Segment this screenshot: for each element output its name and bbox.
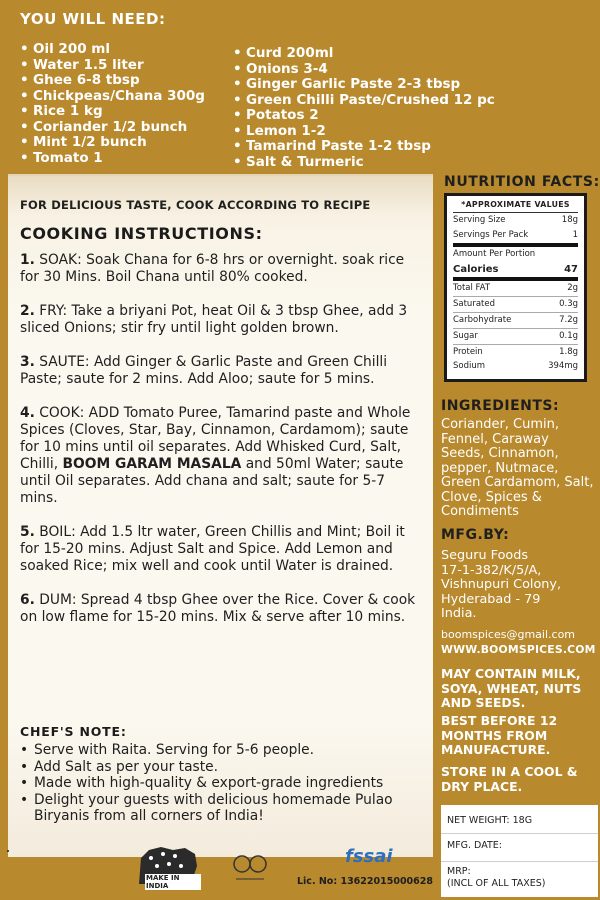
email: boomspices@gmail.com	[441, 628, 576, 641]
step-number: 4.	[20, 405, 35, 421]
step-text: SAUTE: Add Ginger & Garlic Paste and Green Chilli Paste; saute for 2 mins. Add Aloo; saute for 5 mins.	[20, 354, 388, 387]
need-item: • Lemon 1-2	[233, 124, 495, 140]
you-will-need-title: YOU WILL NEED:	[20, 10, 166, 28]
step	[20, 303, 425, 337]
mfg-title: MFG.BY:	[441, 527, 510, 543]
license-number	[297, 876, 433, 887]
brand-name: BOOM GARAM MASALA	[62, 456, 242, 472]
step-number: 1.	[20, 252, 35, 268]
chefs-note-list	[20, 742, 420, 825]
net-weight: NET WEIGHT: 18G	[447, 815, 533, 826]
nutrition-header: *APPROXIMATE VALUES	[453, 200, 578, 213]
nutrition-label: Serving Size	[453, 215, 506, 225]
step-text: DUM: Spread 4 tbsp Ghee over the Rice. Cover & cook on low flame for 15-20 mins. Mix & serve after 10 mins.	[20, 592, 416, 625]
nutrition-label: Protein	[453, 347, 483, 357]
nutrition-label: Calories	[453, 264, 499, 275]
mfg-date: MFG. DATE:	[447, 840, 502, 851]
nutrition-table	[444, 193, 587, 382]
mrp: MRP:	[447, 866, 471, 877]
nutrition-value: 18g	[561, 215, 578, 225]
fssai-logo: fssai	[345, 846, 393, 867]
chef-note: • Add Salt as per your taste.	[20, 759, 420, 776]
need-item: • Tamarind Paste 1-2 tbsp	[233, 139, 495, 155]
address-line: Hyderabad - 79	[441, 591, 541, 607]
nutrition-value: 1.8g	[559, 347, 578, 357]
address-line: India.	[441, 606, 477, 621]
nutrition-label: Sugar	[453, 331, 478, 341]
nutrition-label: Saturated	[453, 299, 495, 309]
nutrition-value: 7.2g	[559, 315, 578, 325]
cooking-instructions-title: COOKING INSTRUCTIONS:	[20, 224, 263, 243]
step-text: BOIL: Add 1.5 ltr water, Green Chillis and Mint; Boil it for 15-20 mins. Adjust Salt and Spice. Add Lemon and soaked Rice; mix well and cook until Water is drained.	[20, 524, 405, 574]
nutrition-value: 1	[572, 230, 578, 240]
step	[20, 592, 425, 626]
nutrition-row	[453, 296, 578, 312]
address-line: Vishnupuri Colony,	[441, 577, 562, 592]
need-item: • Curd 200ml	[233, 46, 495, 62]
need-item: • Ginger Garlic Paste 2-3 tbsp	[233, 77, 495, 93]
make-in-india-logo	[135, 844, 201, 888]
step	[20, 405, 425, 507]
step-text: COOK: ADD Tomato Puree, Tamarind paste and Whole Spices (Cloves, Star, Bay, Cinnamon, Cardamom); saute for 10 mins until oil separates. Add Whisked Curd, Salt, Chilli,	[20, 405, 411, 472]
storage-note: STORE IN A COOL & DRY PLACE.	[441, 764, 578, 794]
need-item: • Tomato 1	[20, 151, 205, 167]
step	[20, 354, 425, 388]
step-number: 2.	[20, 303, 35, 319]
nutrition-row	[453, 228, 578, 247]
swachh-bharat-logo	[230, 850, 270, 886]
nutrition-row	[453, 281, 578, 296]
license-value: 13622015000628	[340, 876, 433, 887]
make-in-india-text: MAKE IN INDIA	[145, 874, 201, 890]
glasses-icon	[230, 850, 270, 886]
step-number: 6.	[20, 592, 35, 608]
ingredients-text: Coriander, Cumin, Fennel, Caraway Seeds, Cinnamon, pepper, Nutmace, Green Cardamom, Salt, Clove, Spices & Condiments	[441, 417, 594, 519]
allergy-warning: MAY CONTAIN MILK, SOYA, WHEAT, NUTS AND SEEDS.	[441, 666, 582, 710]
step	[20, 252, 425, 286]
need-item: • Mint 1/2 bunch	[20, 135, 205, 151]
mrp-note: (INCL OF ALL TAXES)	[447, 878, 546, 889]
nutrition-row	[453, 360, 578, 372]
best-before: BEST BEFORE 12 MONTHS FROM MANUFACTURE.	[441, 713, 558, 757]
need-item: • Oil 200 ml	[20, 42, 205, 58]
chef-note: • Delight your guests with delicious homemade Pulao Biryanis from all corners of India!	[20, 792, 420, 825]
need-item: • Green Chilli Paste/Crushed 12 pc	[233, 93, 495, 109]
need-item: • Potatos 2	[233, 108, 495, 124]
mfg-address	[441, 549, 596, 622]
step	[20, 524, 425, 575]
need-item: • Coriander 1/2 bunch	[20, 120, 205, 136]
nutrition-value: 2g	[567, 283, 578, 293]
nutrition-label: Sodium	[453, 361, 486, 371]
step-number: 3.	[20, 354, 35, 370]
nutrition-label: Servings Per Pack	[453, 230, 529, 240]
nutrition-label: Carbohydrate	[453, 315, 512, 325]
need-item: • Onions 3-4	[233, 62, 495, 78]
need-item: • Chickpeas/Chana 300g	[20, 89, 205, 105]
chefs-note-title: CHEF'S NOTE:	[20, 724, 127, 739]
divider	[441, 861, 598, 862]
nutrition-row	[453, 344, 578, 360]
pack-info-box	[441, 805, 598, 897]
ingredients-list-left	[20, 42, 205, 166]
nutrition-row	[453, 312, 578, 328]
address-line: 17-1-382/K/5/A,	[441, 562, 542, 578]
nutrition-row	[453, 213, 578, 228]
need-item: • Ghee 6-8 tbsp	[20, 73, 205, 89]
chef-note: • Serve with Raita. Serving for 5-6 people.	[20, 742, 420, 759]
license-label: Lic. No:	[297, 876, 338, 887]
decorative-dot	[7, 850, 9, 852]
need-item: • Water 1.5 liter	[20, 58, 205, 74]
nutrition-value: 0.1g	[559, 331, 578, 341]
website: WWW.BOOMSPICES.COM	[441, 643, 596, 656]
nutrition-label: Amount Per Portion	[453, 249, 536, 259]
need-item: • Rice 1 kg	[20, 104, 205, 120]
chef-note: • Made with high-quality & export-grade ingredients	[20, 775, 420, 792]
nutrition-value: 0.3g	[559, 299, 578, 309]
divider	[441, 833, 598, 834]
ingredients-title: INGREDIENTS:	[441, 398, 560, 414]
nutrition-label: Total FAT	[453, 283, 491, 293]
nutrition-value: 394mg	[548, 361, 578, 371]
nutrition-row	[453, 247, 578, 262]
recipe-panel	[8, 174, 433, 857]
nutrition-value: 47	[564, 264, 578, 275]
nutrition-row	[453, 328, 578, 344]
step-number: 5.	[20, 524, 35, 540]
nutrition-facts-title: NUTRITION FACTS:	[444, 174, 600, 190]
address-line: Seguru Foods	[441, 548, 529, 563]
certification-logos	[135, 842, 435, 894]
recipe-tagline: FOR DELICIOUS TASTE, COOK ACCORDING TO RECIPE	[20, 198, 371, 212]
ingredients-list-right	[233, 46, 495, 170]
calories-row	[453, 262, 578, 281]
need-item: • Salt & Turmeric	[233, 155, 495, 171]
step-text: FRY: Take a briyani Pot, heat Oil & 3 tbsp Ghee, add 3 sliced Onions; stir fry until light golden brown.	[20, 303, 408, 336]
cooking-steps	[20, 252, 425, 643]
step-text: and 50ml Water; saute until Oil separates. Add chana and salt; saute for 5-7 mins.	[20, 456, 404, 506]
step-text: SOAK: Soak Chana for 6-8 hrs or overnight. soak rice for 30 Mins. Boil Chana until 80% cooked.	[20, 252, 405, 285]
